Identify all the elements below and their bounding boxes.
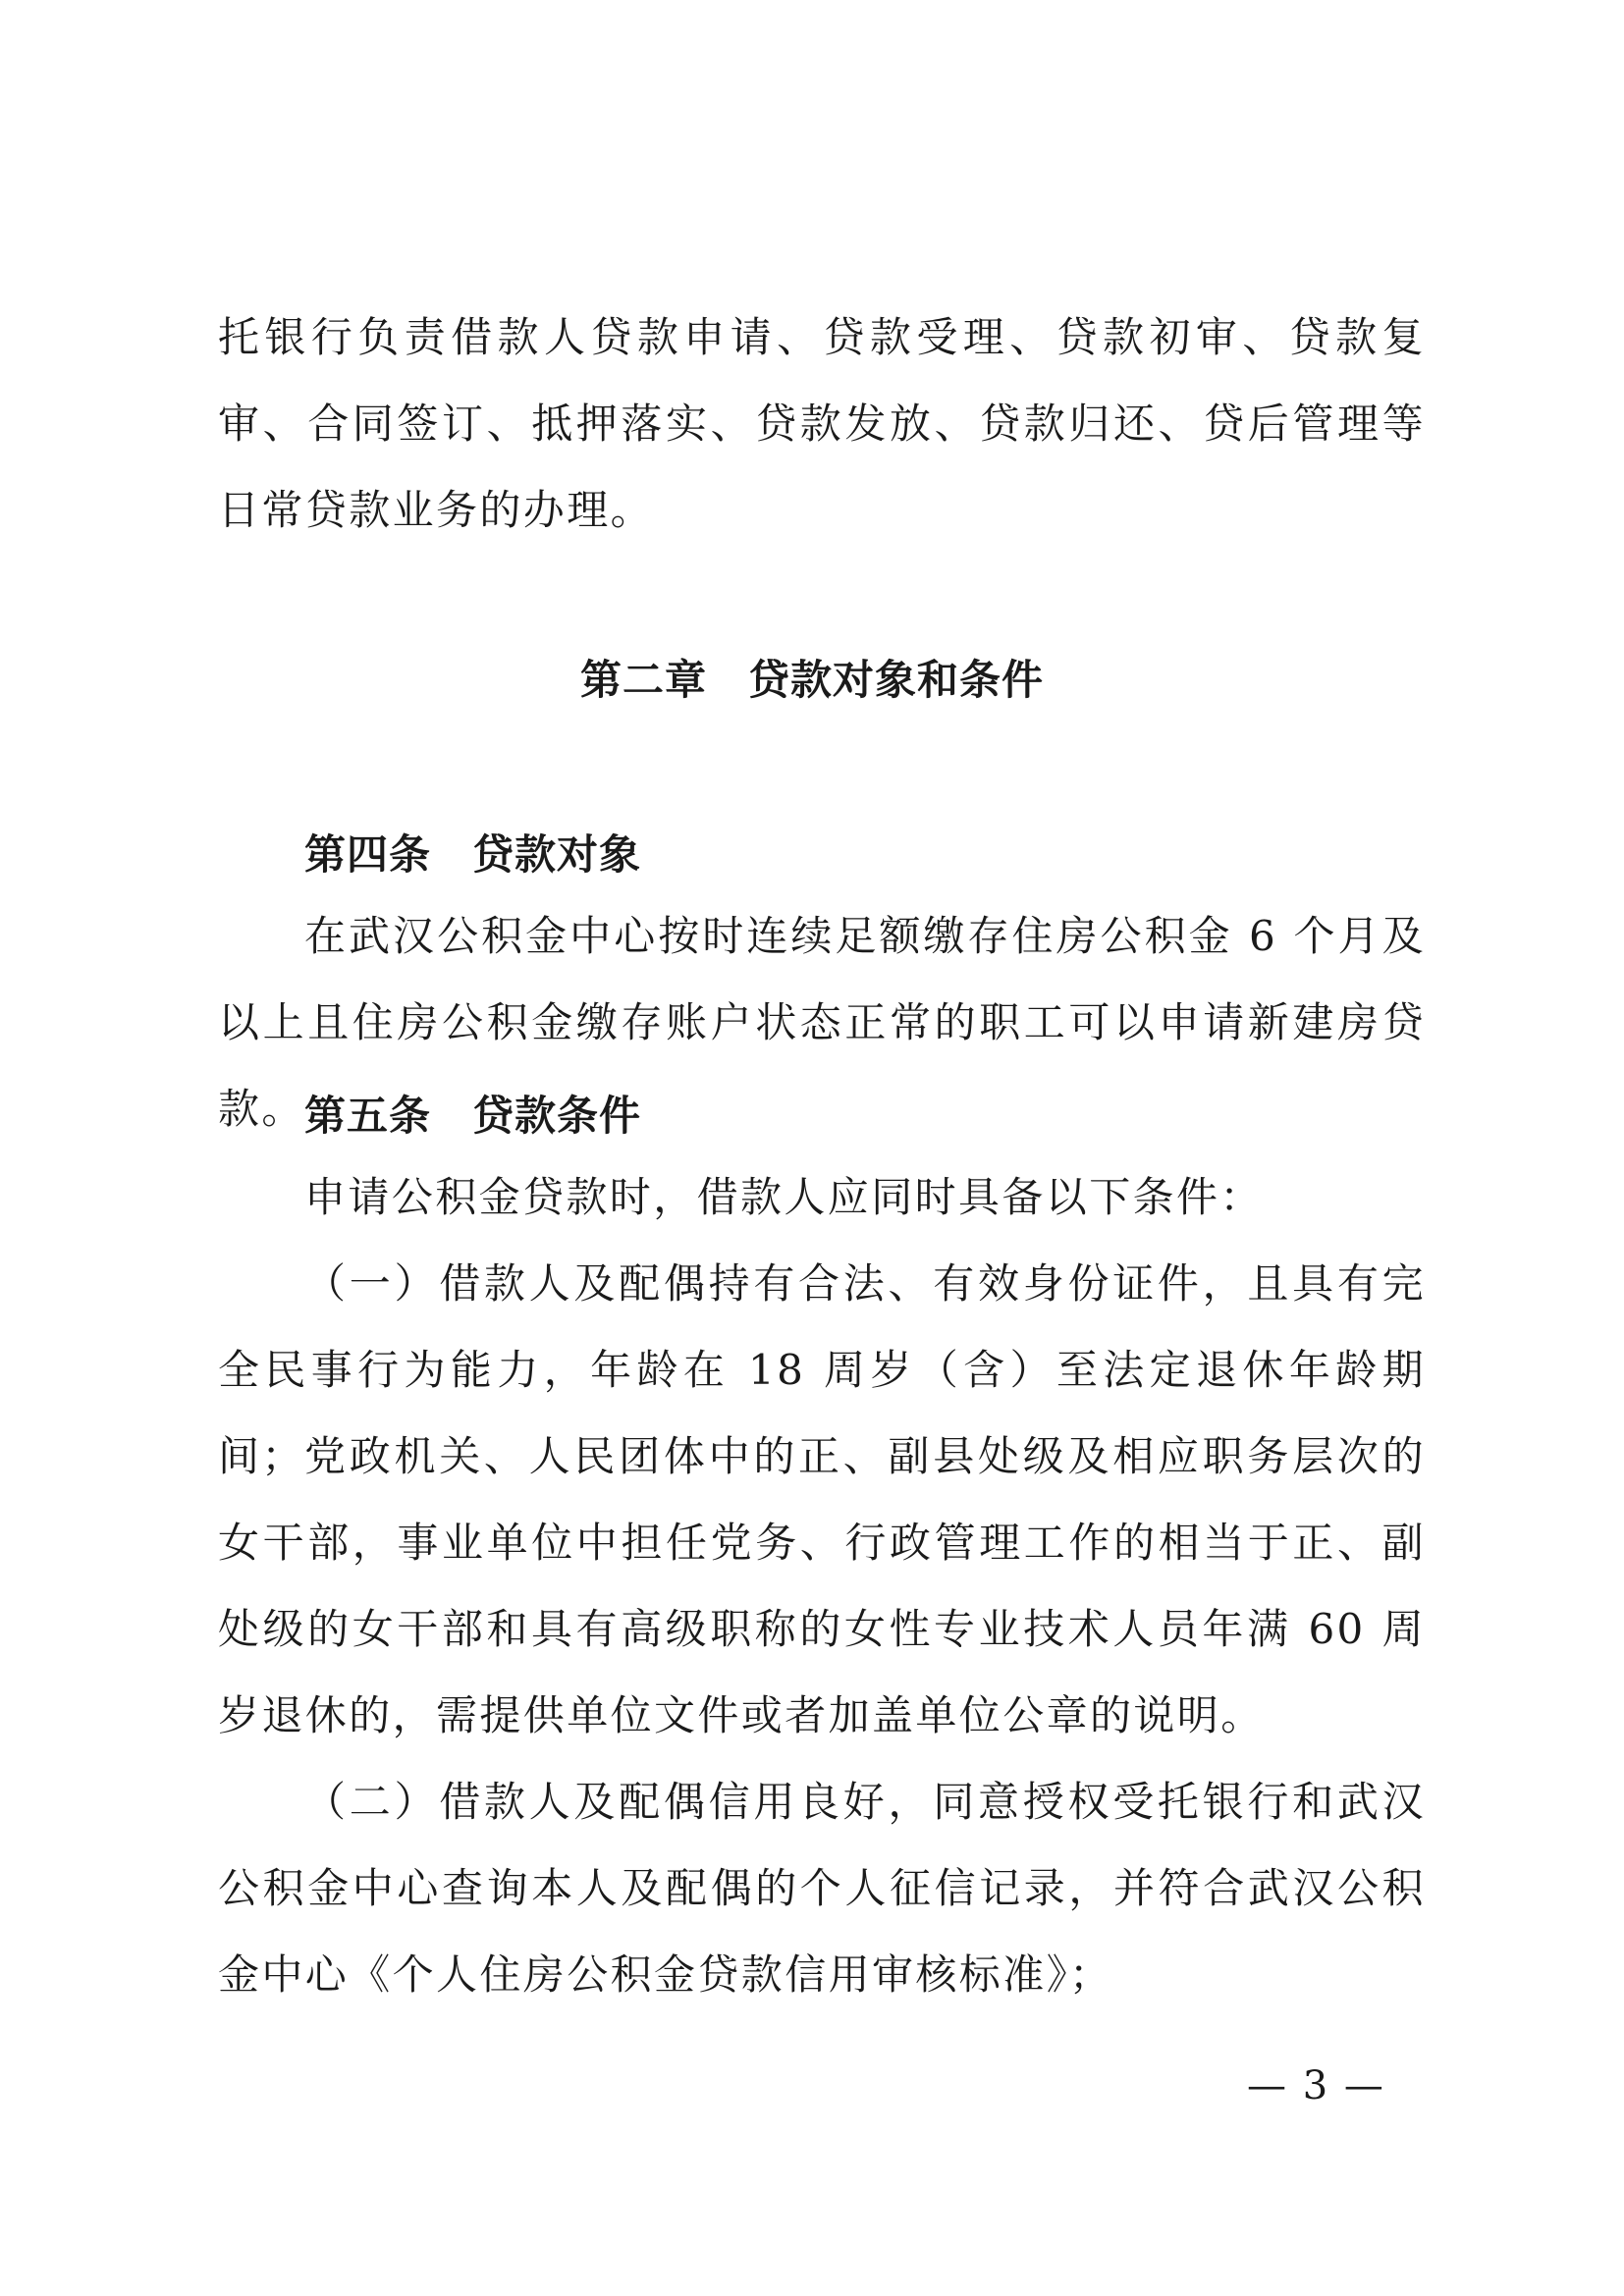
paragraph-continuation: 托银行负责借款人贷款申请、贷款受理、贷款初审、贷款复审、合同签订、抵押落实、贷款发放、贷款归还、贷后管理等日常贷款业务的办理。 <box>218 313 1426 534</box>
article-5-item-1-note: 党政机关、人民团体中的正、副县处级及相应职务层次的女干部，事业单位中担任党务、行政管理工作的相当于正、副处级的女干部和具有高级职称的女性专业技术人员年满 60 周岁退休的，需提供单位文件或者加盖单位公章的说明。 <box>218 1432 1426 1739</box>
page-number: — 3 — <box>1247 2063 1385 2109</box>
article-4-body: 在武汉公积金中心按时连续足额缴存住房公积金 6 个月及以上且住房公积金缴存账户状态正常的职工可以申请新建房贷款。 <box>218 912 1426 1133</box>
article-4-number: 第四条 <box>304 830 432 879</box>
article-5-item-2: （二）借款人及配偶信用良好，同意授权受托银行和武汉公积金中心查询本人及配偶的个人征信记录，并符合武汉公积金中心《个人住房公积金贷款信用审核标准》； <box>218 1778 1426 1999</box>
chapter-title: 贷款对象和条件 <box>748 656 1045 704</box>
article-5-heading <box>304 1084 641 1143</box>
article-4-heading <box>304 823 641 881</box>
article-5-intro: 申请公积金贷款时，借款人应同时具备以下条件： <box>304 1173 1264 1221</box>
chapter-heading <box>0 648 1624 707</box>
chapter-number: 第二章 <box>579 656 707 704</box>
article-5-item-1: （一）借款人及配偶持有合法、有效身份证件，且具有完全民事行为能力，年龄在 18 周岁（含）至法定退休年龄期间； <box>218 1259 1426 1480</box>
article-5-title: 贷款条件 <box>472 1092 642 1140</box>
article-5-number: 第五条 <box>304 1092 432 1140</box>
article-4-title: 贷款对象 <box>472 830 642 879</box>
